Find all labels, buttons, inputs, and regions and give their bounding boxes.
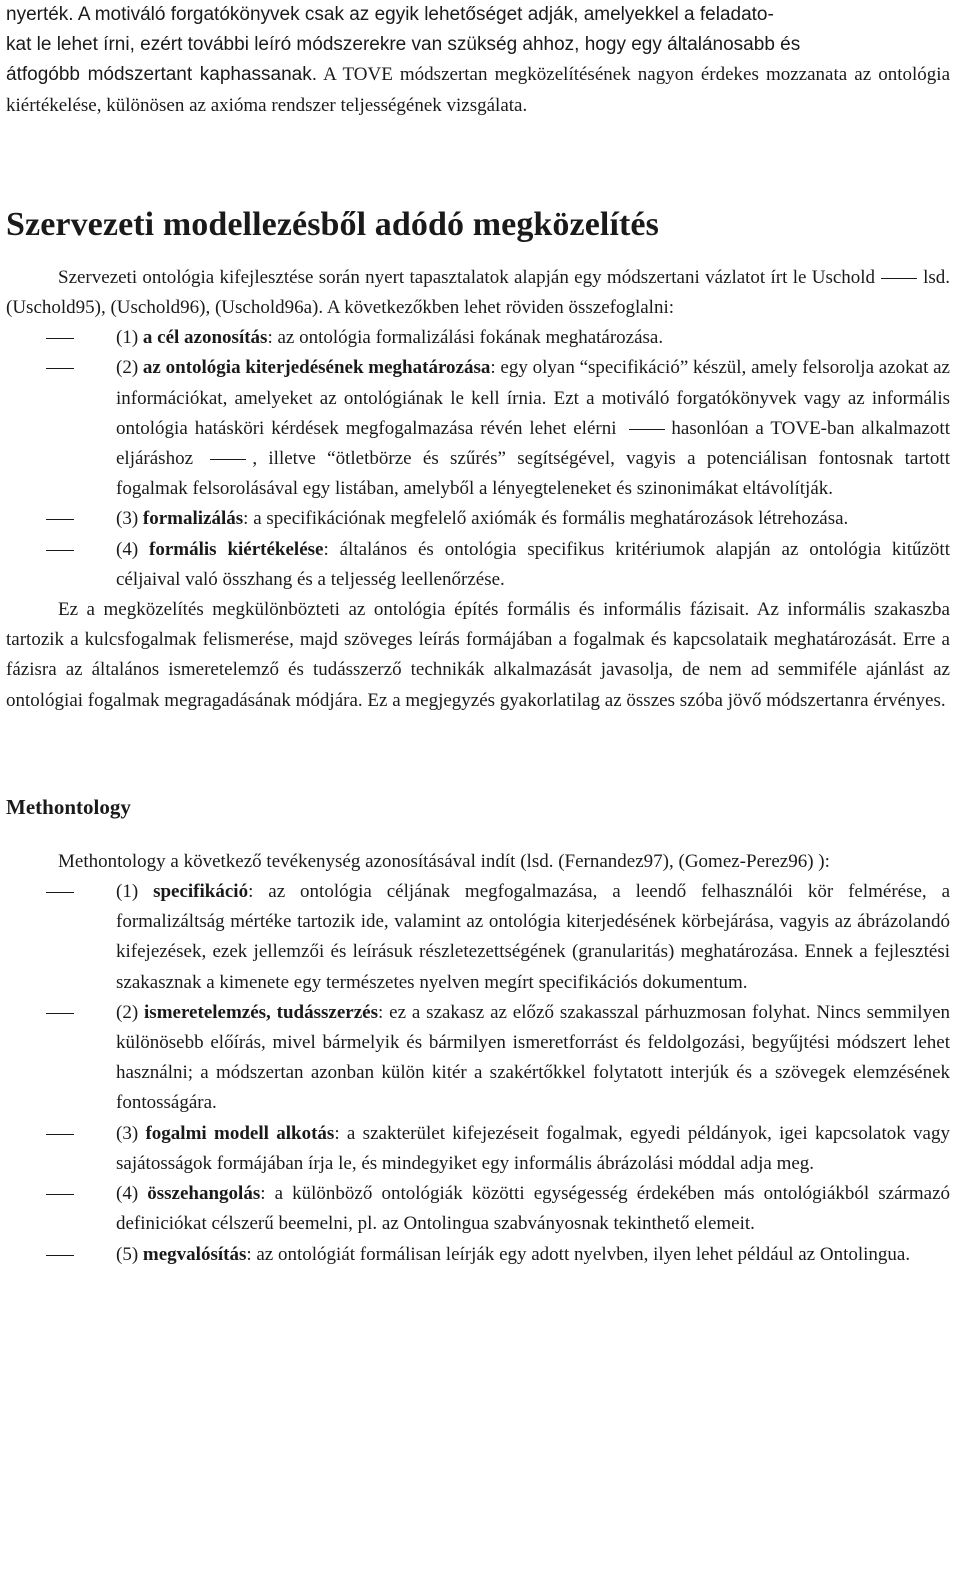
item-text: : általános és ontológia specifikus kritériumok alapján az ontológia kitűzött céljaival való összhang és a teljesség leellenőrzése. — [116, 538, 950, 590]
item-number: (3) — [116, 508, 143, 530]
item-number: (2) — [116, 357, 143, 379]
list-item — [6, 877, 950, 998]
em-dash — [881, 278, 917, 279]
item-text: : a különböző ontológiák közötti egységesség érdekében más ontológiákból származó definiciókat célszerű beemelni, pl. az Ontolingua szabványosnak tekinthető elemeit. — [116, 1183, 951, 1235]
list-item — [6, 504, 950, 534]
em-dash — [210, 459, 246, 460]
section1-intro-a: Szervezeti ontológia kifejlesztése során nyert tapasztalatok alapján egy módszertani vázlatot írt le Uschold — [58, 266, 876, 288]
list-item — [6, 998, 950, 1119]
item-number: (4) — [116, 538, 150, 560]
item-term: fogalmi modell alkotás — [145, 1122, 335, 1144]
item-term: a cél azonosítás — [142, 327, 268, 349]
list-item — [6, 1179, 950, 1239]
item-number: (1) — [116, 327, 143, 349]
section-heading-szervezeti: Szervezeti modellezésből adódó megközelítés — [6, 205, 659, 243]
item-term: ismeretelemzés, tudásszerzés — [144, 1001, 378, 1023]
section1-list — [6, 323, 950, 595]
list-item — [6, 1240, 950, 1270]
spacer — [6, 716, 950, 792]
section1-intro-b: lsd.(Uschold95), (Uschold96), (Uschold96a). — [6, 266, 950, 319]
section1-paragraph: Ez a megközelítés megkülönbözteti az ontológia építés formális és informális fázisait. Az informális szakaszba tartozik a kulcsfogalmak felismerése, majd szöveges leírás formájában a fogalmak és kapcsolataik meghatározását. Erre a fázisra az általános ismeretelemző és tudásszerző technikák alkalmazását javasolja, de nem ad semmiféle ajánlást az ontológiai fogalmak megragadásának módjára. Ez a megjegyzés gyakorlatilag az összes szóba jövő módszertanra érvényes. — [6, 599, 950, 711]
intro-paragraph — [6, 0, 950, 121]
item-text: : ez a szakasz az előző szakasszal párhuzmosan folyhat. Nincs semmilyen különösebb előírás, mivel bármelyik és bármilyen ismeretforrást és feldolgozási, begyűjtési módszert lehet használni; a módszertan azonban külön kitér a szakértőkkel folytatott interjúk és a szövegek elemzésének fontosságára. — [116, 1001, 951, 1114]
item-term: specifikáció — [153, 881, 249, 903]
item-number: (4) — [116, 1183, 148, 1205]
item-text: : egy olyan “specifikáció” készül, amely felsorolja azokat az információkat, amelyeket az ontológiának le kell írnia. Ezt a motiváló forgatókönyvek vagy az informális ontológia hatásköri kérdések megfogalmazása révén lehet elérni — [116, 357, 950, 439]
item-number: (2) — [116, 1001, 145, 1023]
intro-line-3-sans: átfogóbb módszertant kaphassanak. — [6, 64, 318, 86]
item-term: megvalósítás — [142, 1243, 247, 1265]
intro-line-2: kat le lehet írni, ezért további leíró módszerekre van szükség ahhoz, hogy egy általánosabb és — [6, 34, 801, 56]
list-item — [6, 323, 950, 353]
item-term: az ontológia kiterjedésének meghatározása — [142, 357, 491, 379]
item-term: összehangolás — [147, 1183, 261, 1205]
list-item — [6, 535, 950, 595]
item-text: : az ontológia céljának megfogalmazása, a leendő felhasználói kör felmérése, a formalizáltság mértéke tartozik ide, valamint az ontológia kiterjedésének körbejárása, vagyis az ábrázolandó kifejezések, ezek jellemzői és leírásuk részletezettségének (granularitás) meghatározása. Ennek a fejlesztési szakasznak a kimenete egy természetes nyelven megírt specifikációs dokumentum. — [116, 881, 951, 993]
intro-line-1: nyerték. A motiváló forgatókönyvek csak az egyik lehetőséget adják, amelyekkel a feladato- — [6, 4, 774, 25]
section2-list — [6, 877, 950, 1270]
item-text-2: hasonlóan a TOVE-ban alkalmazott eljáráshoz — [116, 417, 950, 470]
item-text: : a szakterület kifejezéseit fogalmak, egyedi példányok, igei kapcsolatok vagy sajátosságok formájában írja le, és mindegyiket egy informális ábrázolási móddal adja meg. — [116, 1122, 950, 1174]
item-text: : az ontológiát formálisan leírják egy adott nyelvben, ilyen lehet például az Ontolingua. — [246, 1243, 911, 1265]
item-term: formális kiértékelése — [149, 538, 324, 560]
section2-intro: Methontology a következő tevékenység azonosításával indít (lsd. (Fernandez97), (Gomez-Perez96) ): — [58, 850, 830, 872]
em-dash — [629, 429, 665, 430]
section1-intro-c: A következőkben lehet röviden összefoglalni: — [323, 297, 675, 319]
item-text: : az ontológia formalizálási fokának meghatározása. — [267, 327, 664, 349]
item-number: (1) — [116, 881, 154, 903]
item-number: (3) — [116, 1122, 146, 1144]
item-text-3: , illetve “ötletbörze és szűrés” segítségével, vagyis a potenciálisan fontosnak tartott fogalmak felsorolásával egy listában, amelyből a lényegteleneket és szinonimákat eltávolítják. — [116, 448, 950, 500]
list-item — [6, 1119, 950, 1179]
intro-line-3 — [6, 60, 950, 120]
item-term: formalizálás — [142, 508, 244, 530]
section1-intro — [6, 263, 950, 323]
item-number: (5) — [116, 1243, 143, 1265]
section-heading-methontology: Methontology — [6, 794, 131, 819]
intro-line-3-rest: A TOVE módszertan megközelítésének nagyon érdekes mozzanata az ontológia kiértékelése, különösen az axióma rendszer teljességének vizsgálata. — [6, 64, 951, 116]
item-text: : a specifikációnak megfelelő axiómák és formális meghatározások létrehozása. — [243, 508, 849, 530]
list-item — [6, 353, 950, 504]
